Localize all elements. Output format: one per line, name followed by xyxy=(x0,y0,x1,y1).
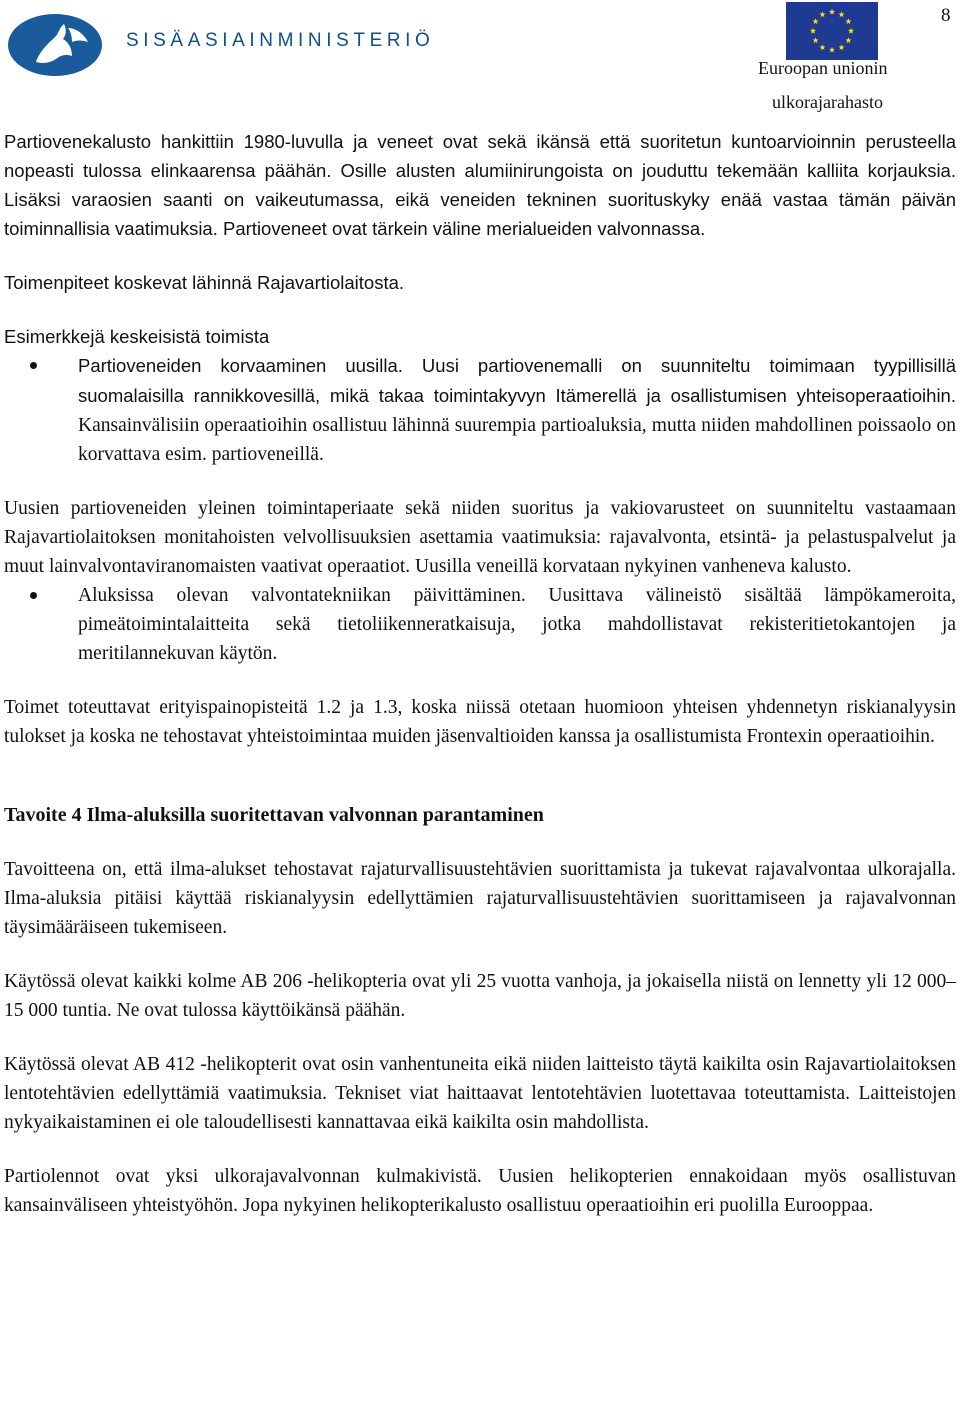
list-item-text-sans: Partioveneiden korvaaminen uusilla. Uusi partiovenemalli on suunniteltu toimimaan tyypillisillä suomalaisilla rannikkovesillä, mikä takaa toimintakyvyn Itämerellä ja osallistumisen yhteisoperaatioihin. xyxy=(78,355,956,406)
paragraph-measures-scope: Toimenpiteet koskevat lähinnä Rajavartiolaitosta. xyxy=(4,272,405,293)
page-header xyxy=(0,0,960,118)
list-item-text: Aluksissa olevan valvontatekniikan päivittäminen. Uusittava välineistö sisältää lämpökameroita, pimeätoimintalaitteita sekä tietoliikenneratkaisuja, jotka mahdollistavat rekisteritietokantojen ja meritilannekuvan käytön. xyxy=(78,585,956,664)
example-list-2 xyxy=(4,581,956,668)
page-number: 8 xyxy=(941,5,951,26)
bullet-icon xyxy=(30,362,37,369)
paragraph-aircraft-goal: Tavoitteena on, että ilma-alukset tehostavat rajaturvallisuustehtävien suorittamista ja tukevat rajavalvontaa ulkorajalla. Ilma-aluksia pitäisi käyttää riskianalyysin edellyttämien rajaturvallisuustehtävien suorittamiseen ja rajavalvonnan täysimääräiseen tukemiseen. xyxy=(4,859,956,938)
eu-flag-icon xyxy=(786,2,878,60)
paragraph-ab206: Käytössä olevat kaikki kolme AB 206 -helikopteria ovat yli 25 vuotta vanhoja, ja jokaisella niistä on lennetty yli 12 000–15 000 tuntia. Ne ovat tulossa käyttöikänsä päähän. xyxy=(4,971,956,1021)
list-item-text-serif: Kansainvälisiin operaatioihin osallistuu lähinnä suurempia partioaluksia, mutta niiden mahdollinen poissaolo on korvattava esim. partioveneillä. xyxy=(78,415,956,465)
bullet-icon xyxy=(30,592,37,599)
paragraph-new-boats: Uusien partioveneiden yleinen toimintaperiaate sekä niiden suoritus ja vakiovarusteet on suunniteltu vastaamaan Rajavartiolaitoksen monitahoisten velvollisuuksien asettamia vaatimuksia: rajavalvonta, etsintä- ja pelastuspalvelut ja muut lainvalvontaviranomaisten vaativat operaatiot. Uusilla veneillä korvataan nykyinen vanheneva kalusto. xyxy=(4,498,956,577)
paragraph-patrol-boat-fleet xyxy=(4,127,956,243)
list-item xyxy=(4,351,956,469)
list-item xyxy=(4,581,956,668)
sentence: Lisäksi varaosien saanti on vaikeutumassa, eikä veneiden tekninen suorituskyky enää vastaa tämän päivän toiminnallisia vaatimuksia. xyxy=(4,189,956,239)
paragraph-examples-intro: Esimerkkejä keskeisistä toimista xyxy=(4,326,270,347)
sentence: Partiovenekalusto hankittiin 1980-luvulla ja veneet ovat sekä ikänsä että suoritetun kuntoarvioinnin perusteella nopeasti tulossa elinkaarensa päähän. xyxy=(4,131,956,181)
eu-fund-label-line1: Euroopan unionin xyxy=(758,58,888,78)
section-heading: Tavoite 4 Ilma-aluksilla suoritettavan valvonnan parantaminen xyxy=(4,804,544,826)
eu-fund-label-line2: ulkorajarahasto xyxy=(772,92,883,112)
sentence: Osille alusten alumiinirungoista on jouduttu tekemään kalliita korjauksia. xyxy=(340,160,956,181)
sentence: Partioveneet ovat tärkein väline merialueiden valvonnassa. xyxy=(223,218,706,239)
ministry-name: SISÄASIAINMINISTERIÖ xyxy=(126,30,435,51)
ministry-logo-icon xyxy=(6,12,104,78)
paragraph-priorities: Toimet toteuttavat erityispainopisteitä 1.2 ja 1.3, koska niissä otetaan huomioon yhteisen yhdennetyn riskianalyysin tulokset ja koska ne tehostavat yhteistoimintaa muiden jäsenvaltioiden kanssa ja osallistumista Frontexin operaatioihin. xyxy=(4,697,956,747)
document-body xyxy=(4,127,956,1220)
paragraph-patrol-flights: Partiolennot ovat yksi ulkorajavalvonnan kulmakivistä. Uusien helikopterien ennakoidaan myös osallistuvan kansainväliseen yhteistyöhön. Jopa nykyinen helikopterikalusto osallistuu operaatioihin eri puolilla Eurooppaa. xyxy=(4,1166,956,1216)
example-list-1 xyxy=(4,351,956,469)
paragraph-ab412: Käytössä olevat AB 412 -helikopterit ovat osin vanhentuneita eikä niiden laitteisto täytä kaikilta osin Rajavartiolaitoksen lentotehtävien edellyttämiä vaatimuksia. Tekniset viat haittaavat lentotehtävien luotettavaa toteuttamista. Laitteistojen nykyaikaistaminen ei ole taloudellisesti kannattavaa eikä kaikilta osin mahdollista. xyxy=(4,1054,956,1133)
